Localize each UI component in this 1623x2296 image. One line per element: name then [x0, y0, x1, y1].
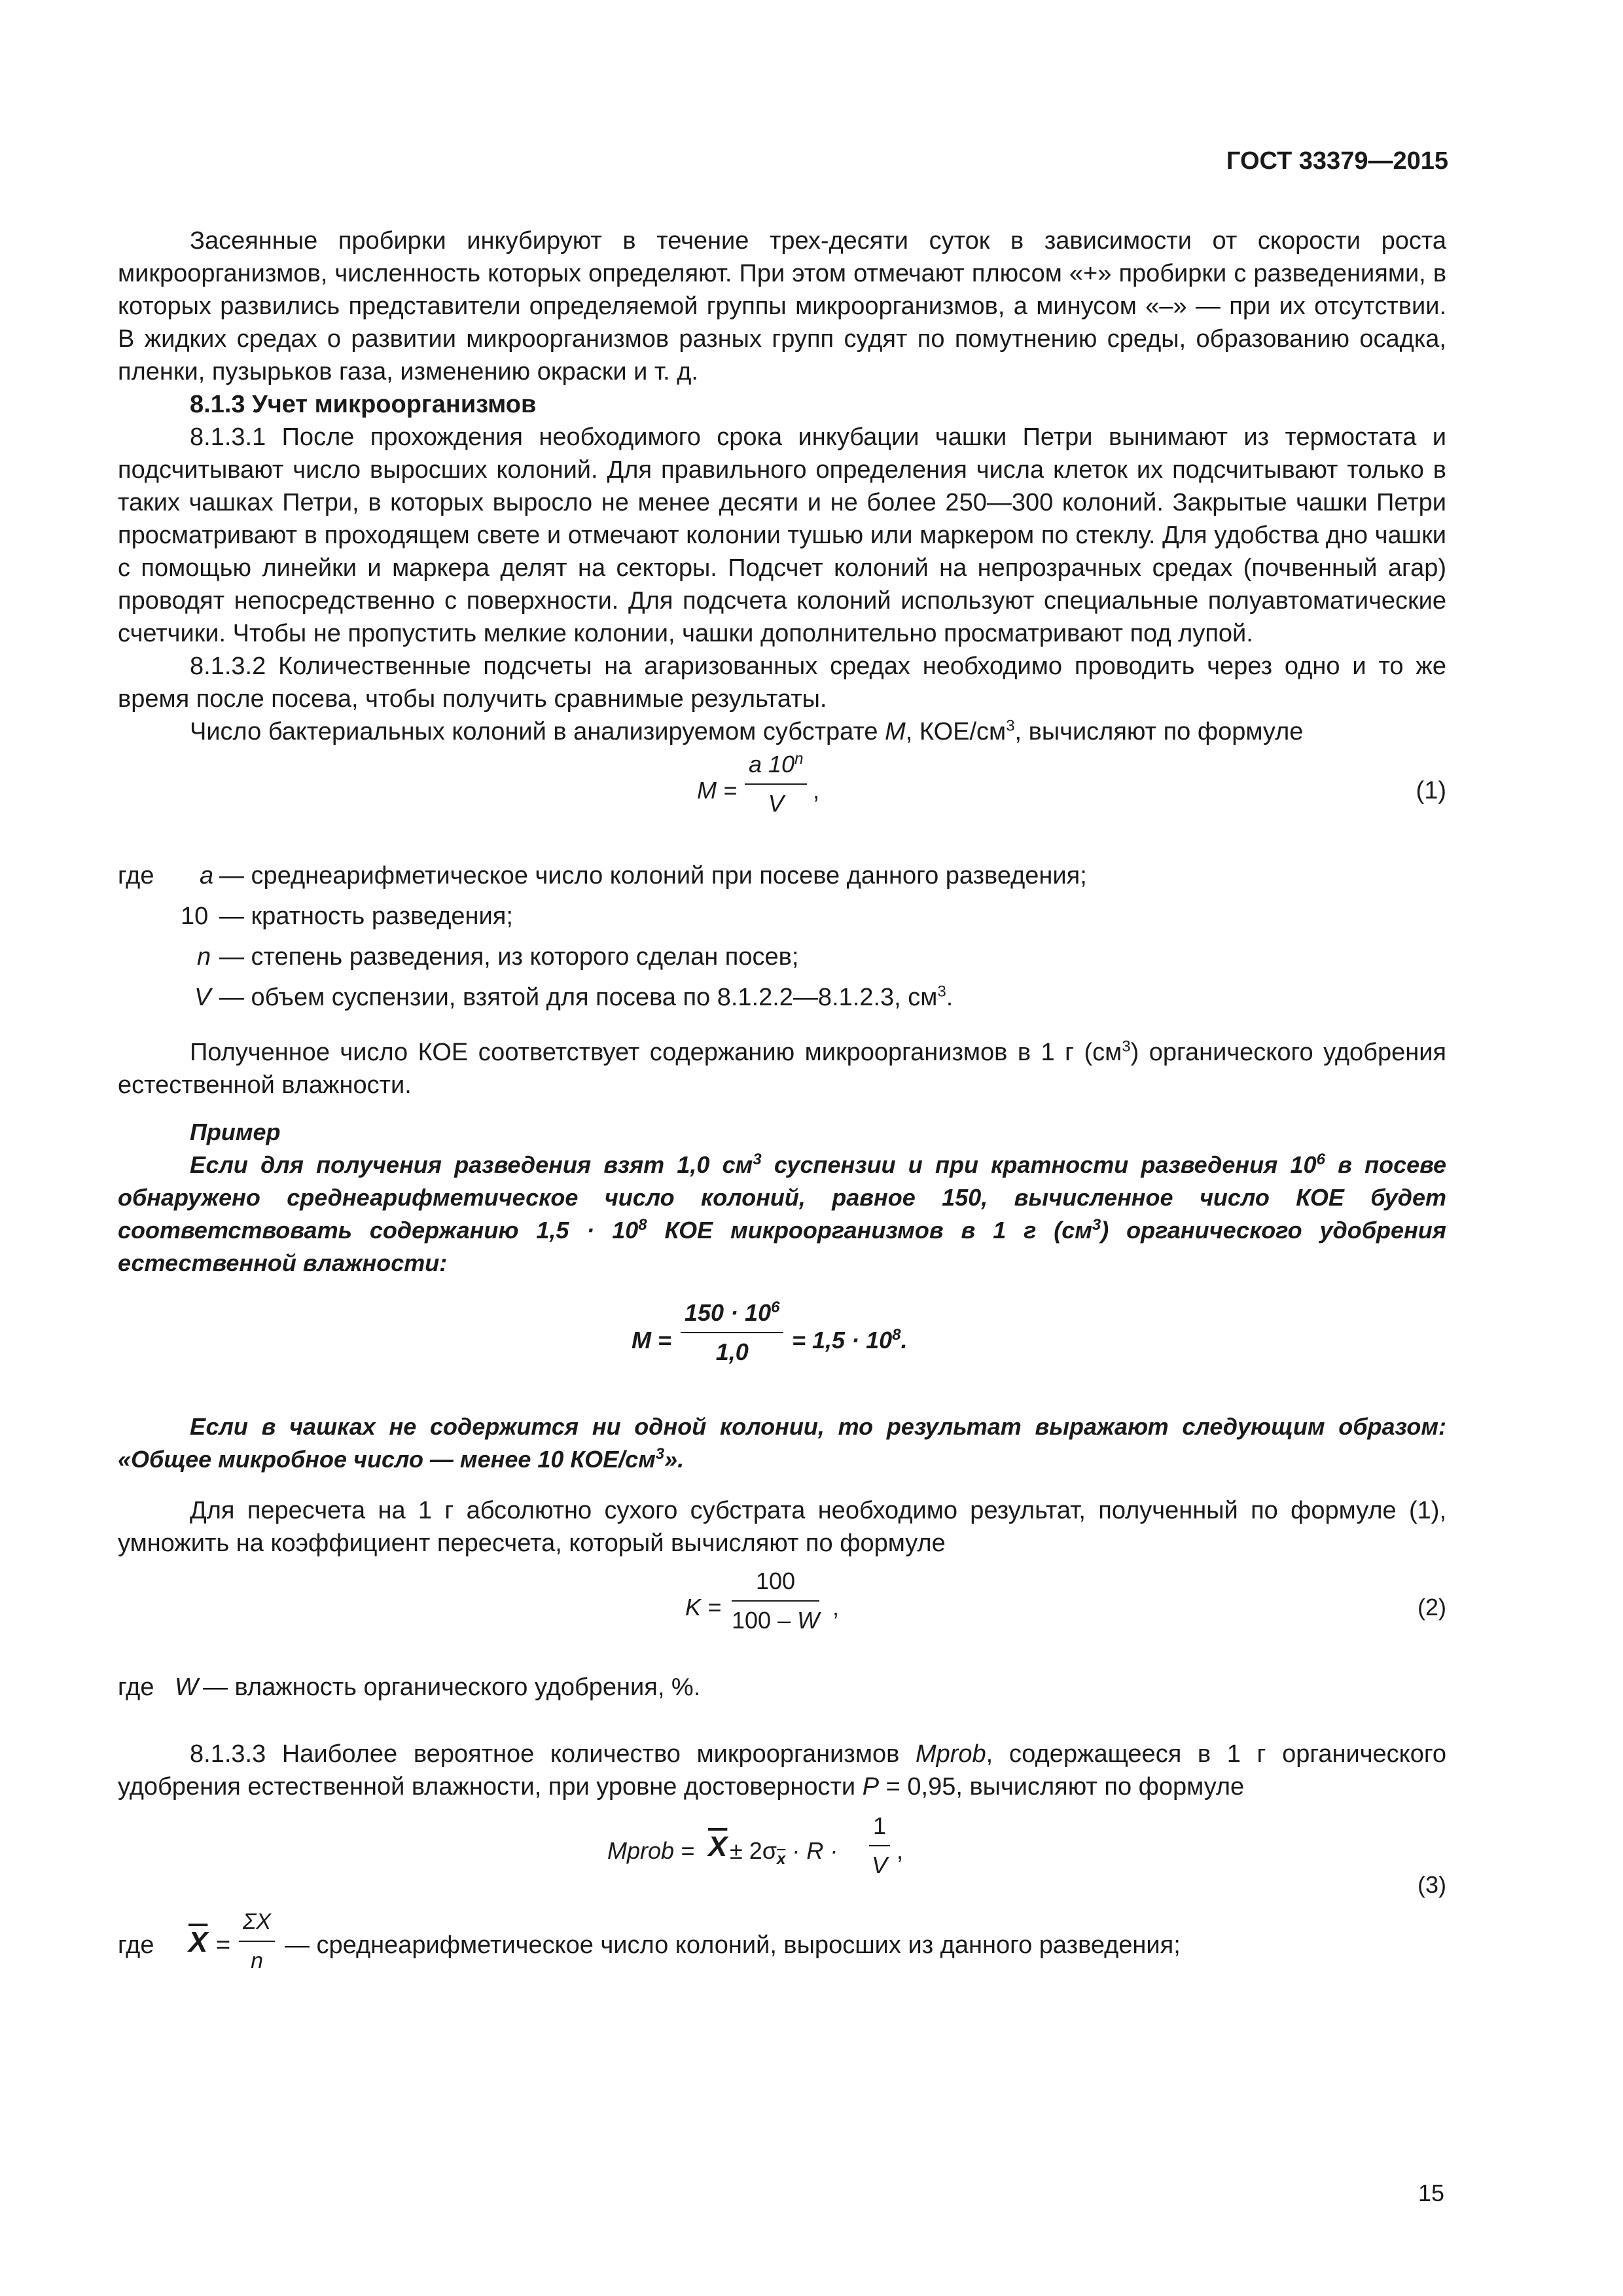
paragraph-inoculated-tubes: Засеянные пробирки инкубируют в течение трех-десяти суток в зависимости от скорости роста микроорганизмов, численность которых определяют. При этом отмечают плюсом «+» пробирки с разведениями, в которых развились представители определяемой группы микроорганизмов, а минусом «–» — при их отсутствии. В жидких средах о развитии микроорганизмов разных групп судят по помутнению среды, образованию осадка, пленки, пузырьков газа, изменению окраски и т. д. — [118, 227, 1446, 386]
legend-where: где — [118, 1931, 154, 1959]
text-run: · R · — [785, 1837, 838, 1864]
legend-where: где — [118, 1674, 154, 1701]
superscript: 3 — [937, 982, 946, 1001]
superscript: 8 — [638, 1216, 647, 1234]
formula-2 — [118, 1565, 1446, 1657]
example-title: Пример — [190, 1119, 281, 1145]
fraction-numerator — [745, 748, 807, 785]
text-run: . — [946, 984, 954, 1011]
fraction-denominator: n — [251, 1948, 263, 1973]
fraction — [681, 1297, 783, 1369]
paragraph-8-1-3-1: 8.1.3.1 После прохождения необходимого срока инкубации чашки Петри вынимают из термостата и подсчитывают число выросших колоний. Для правильного определения числа клеток их подсчитывают только в таких чашках Петри, в которых выросло не менее десяти и не более 250—300 колоний. Закрытые чашки Петри просматривают в проходящем свете и отмечают колонии тушью или маркером по стеклу. Для удобства дно чашки с помощью линейки и маркера делят на секторы. Подсчет колоний на непрозрачных средах (почвенный агар) проводят непосредственно с поверхности. Для подсчета колоний используют специальные полуавтоматические счетчики. Чтобы не пропустить мелкие колонии, чашки дополнительно просматривают под лупой. — [118, 423, 1446, 647]
superscript: 3 — [655, 1445, 665, 1463]
text-run: . — [901, 1327, 908, 1354]
formula-lhs: K = — [685, 1594, 722, 1621]
formula-1 — [118, 748, 1446, 846]
page-number: 15 — [1418, 2179, 1444, 2206]
fraction-denominator: V — [872, 1852, 888, 1878]
superscript: 6 — [1316, 1151, 1325, 1168]
formula-tail: , — [832, 1594, 840, 1621]
legend-formula-3 — [118, 1909, 1446, 1973]
legend-row — [118, 941, 1446, 981]
text-run: = 1,5 · 10 — [792, 1327, 893, 1354]
text-run: W — [797, 1607, 820, 1634]
formula-rhs — [792, 1324, 907, 1357]
text-run: ». — [664, 1446, 685, 1473]
legend-row — [118, 859, 1446, 900]
standard-header: ГОСТ 33379—2015 — [1226, 147, 1448, 175]
text-run: , КОЕ/см — [905, 718, 1007, 745]
mean-x-symbol: $\overline{X}$ — [708, 1831, 728, 1863]
superscript: 3 — [1122, 1037, 1131, 1056]
text-run: 150 · 10 — [685, 1299, 772, 1326]
legend-where: где — [118, 862, 154, 889]
paragraph-8-1-3-2: 8.1.3.2 Количественные подсчеты на агаризованных средах необходимо проводить через одно и то же время после посева, чтобы получить сравнимые результаты. — [118, 653, 1446, 713]
text-run: 100 – — [732, 1607, 798, 1634]
example-block — [118, 1116, 1446, 1476]
superscript: 8 — [892, 1326, 901, 1344]
fraction-denominator: V — [768, 790, 784, 817]
text-run: P — [862, 1773, 880, 1801]
fraction-denominator: 1,0 — [715, 1338, 749, 1365]
legend-row — [118, 900, 1446, 941]
text-run: суспензии и при кратности разведения 10 — [761, 1151, 1317, 1178]
legend-text: — среднеарифметическое число колоний, выросших из данного разведения; — [285, 1931, 1181, 1959]
text-run: , содержащееся в 1 г органического удобрения естественной влажности, при уровне достоверности — [118, 1740, 1446, 1801]
fraction-numerator — [681, 1297, 783, 1333]
formula-lhs: M = — [632, 1327, 672, 1354]
fraction-denominator — [732, 1602, 819, 1637]
formula-number: (2) — [1418, 1594, 1446, 1621]
legend-symbol: a — [200, 862, 214, 889]
legend-text: — влажность органического удобрения, %. — [203, 1674, 701, 1701]
example-text — [118, 1149, 1446, 1280]
superscript: 3 — [1006, 717, 1015, 735]
text-run: = 0,95, вычисляют по формуле — [879, 1773, 1245, 1801]
fraction-numerator: ΣX — [239, 1905, 275, 1942]
fraction-numerator: 100 — [732, 1565, 819, 1602]
formula-3 — [118, 1810, 1446, 1914]
formula-lhs: Mprob = — [607, 1837, 695, 1864]
text-run: Если в чашках не содержится ни одной колонии, то результат выражают следующим образом: «Общее микробное число — менее 10 КОЕ/см — [118, 1413, 1446, 1473]
legend-text: — среднеарифметическое число колоний при посеве данного разведения; — [219, 862, 1087, 889]
formula-tail: , — [813, 777, 820, 804]
example-note — [118, 1410, 1446, 1476]
legend-text: — степень разведения, из которого сделан посев; — [219, 943, 799, 971]
text-run: Число бактериальных колоний в анализируемом субстрате — [190, 718, 885, 745]
mean-x-symbol: $\overline{X}$ — [188, 1926, 208, 1958]
legend-symbol: 10 — [181, 903, 209, 930]
paragraph-koe-meaning — [118, 1036, 1446, 1102]
superscript: 3 — [1092, 1216, 1101, 1234]
text-run: ) органического удобрения естественной влажности. — [118, 1039, 1446, 1099]
legend-text — [219, 981, 953, 1014]
example-formula — [118, 1294, 1446, 1392]
section-heading: 8.1.3 Учет микроорганизмов — [190, 391, 537, 418]
text-run: Полученное число КОЕ соответствует содержанию микроорганизмов в 1 г (см — [190, 1039, 1122, 1066]
legend-symbol: W — [175, 1674, 198, 1701]
legend-formula-2 — [118, 1671, 1446, 1712]
legend-formula-1 — [118, 859, 1446, 1022]
fraction-numerator: 1 — [869, 1810, 890, 1846]
paragraph-formula-intro — [118, 715, 1446, 748]
text-run: ± 2σ — [730, 1837, 777, 1864]
fraction — [732, 1565, 819, 1637]
document-body — [118, 224, 1447, 1973]
text-run: Если для получения разведения взят 1,0 см — [190, 1151, 753, 1178]
superscript: 3 — [753, 1151, 762, 1168]
legend-row — [118, 981, 1446, 1022]
formula-tail: , — [897, 1837, 904, 1864]
text-run: , вычисляют по формуле — [1014, 718, 1304, 745]
formula-number: (1) — [1416, 777, 1446, 804]
text-run: M — [885, 718, 906, 745]
subscript: x — [777, 1850, 786, 1869]
formula-number: (3) — [1418, 1871, 1446, 1898]
superscript: 6 — [771, 1299, 780, 1316]
text-run: в посеве обнаружено среднеарифметическое число колоний, равное 150, вычисленное число КОЕ будет соответствовать содержанию 1,5 · 10 — [118, 1151, 1447, 1244]
fraction — [745, 748, 807, 820]
text-run: КОЕ микроорганизмов в 1 г (см — [647, 1217, 1092, 1244]
superscript: n — [794, 750, 804, 768]
legend-symbol: n — [197, 943, 211, 971]
equals-sign: = — [216, 1931, 231, 1959]
formula-lhs: M = — [697, 777, 738, 804]
paragraph-dry-substrate: Для пересчета на 1 г абсолютно сухого субстрата необходимо результат, полученный по формуле (1), умножить на коэффициент пересчета, который вычисляют по формуле — [118, 1497, 1446, 1557]
text-run: 8.1.3.3 Наиболее вероятное количество микроорганизмов — [190, 1740, 916, 1768]
text-run: Mprob — [915, 1740, 986, 1768]
fraction — [869, 1810, 890, 1882]
legend-symbol: V — [194, 984, 211, 1011]
text-run: a 10 — [749, 751, 795, 778]
text-run: ) органического удобрения естественной влажности: — [118, 1217, 1447, 1276]
legend-text: — кратность разведения; — [219, 903, 513, 930]
paragraph-8-1-3-3 — [118, 1738, 1446, 1803]
fraction — [239, 1905, 275, 1977]
formula-pm-sigma — [730, 1835, 838, 1867]
text-run: — объем суспензии, взятой для посева по 8.1.2.2—8.1.2.3, см — [219, 984, 938, 1011]
